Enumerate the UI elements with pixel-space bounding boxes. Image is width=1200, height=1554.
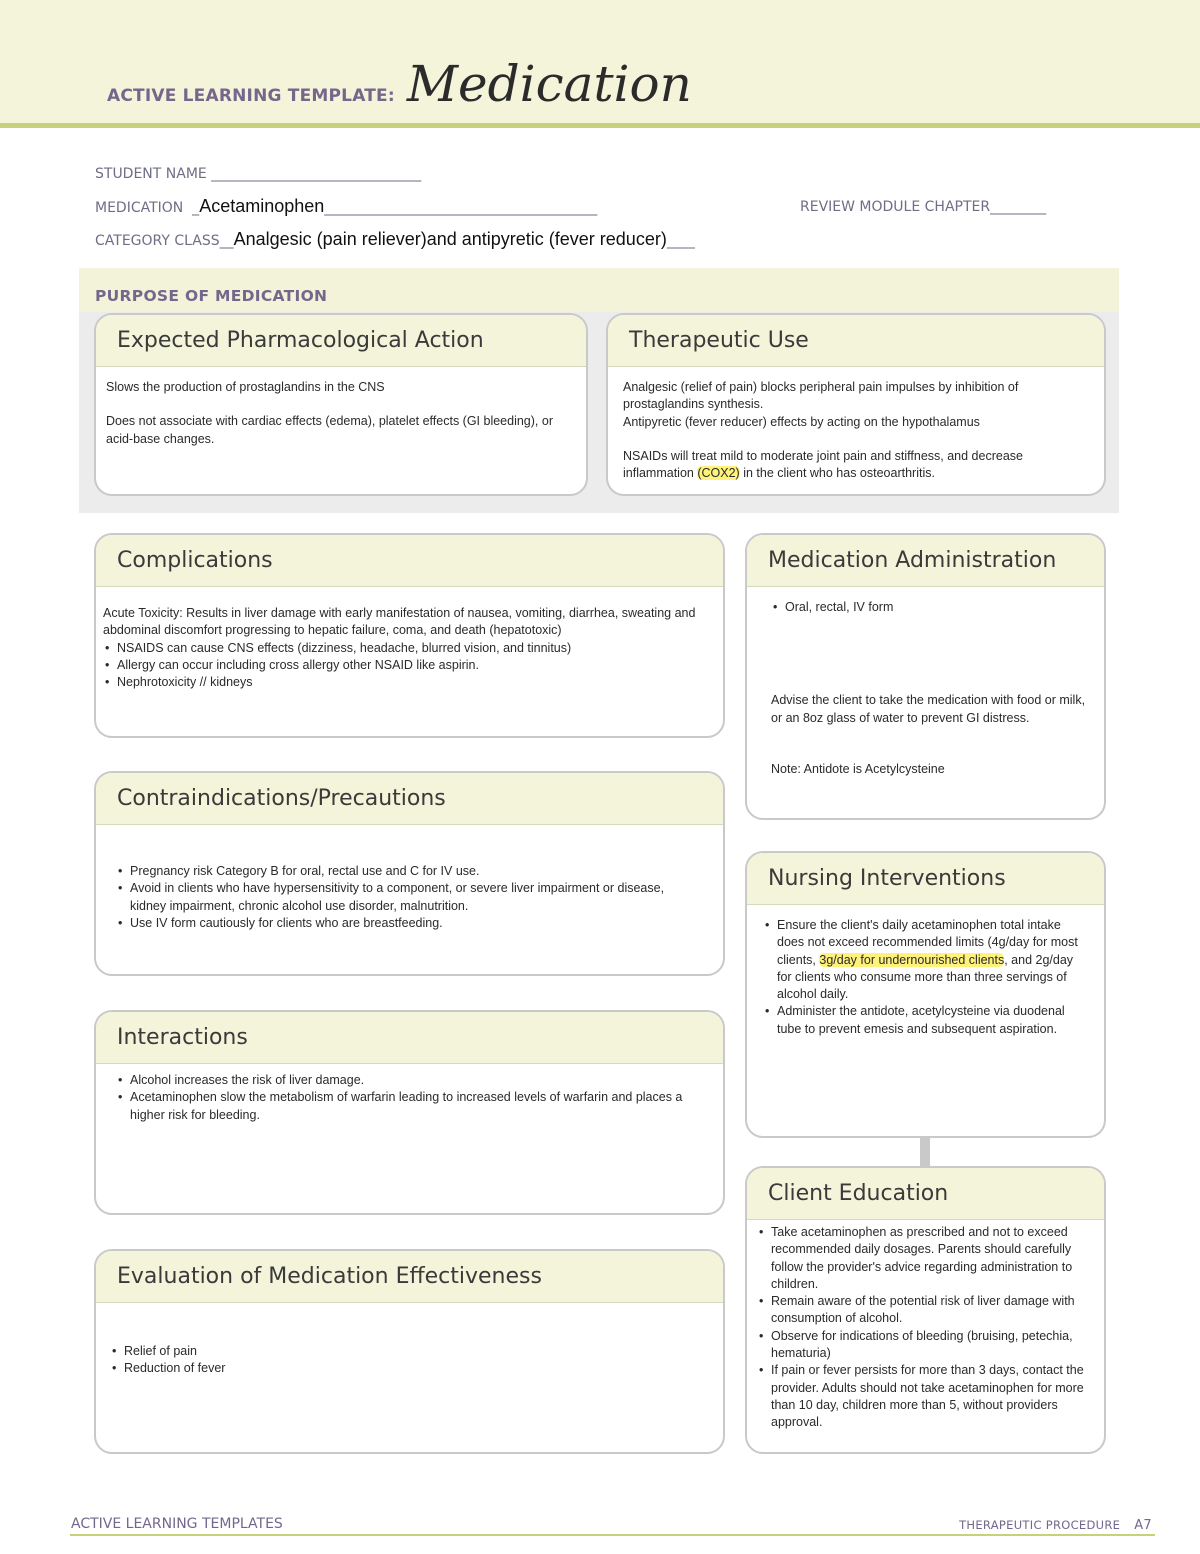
student-name-blank[interactable]: ______________________________ (211, 166, 422, 182)
interactions-box (94, 1010, 725, 1215)
category-class-field[interactable]: CATEGORY CLASS__Analgesic (pain reliever)and antipyretic (fever reducer)____ (95, 229, 695, 249)
nursing-interventions-heading: Nursing Interventions (747, 853, 1104, 905)
complications-body (96, 587, 723, 691)
category-class-blank: ____ (666, 233, 695, 249)
complications-intro: Acute Toxicity: Results in liver damage with early manifestation of nausea, vomiting, diarrhea, sweating and abdominal discomfort progressing to hepatic failure, coma, and death (hepatotoxic) (103, 606, 696, 638)
footer-right (959, 1518, 1152, 1533)
expected-action-body (96, 367, 586, 448)
medication-field[interactable]: MEDICATION _Acetaminophen_______________________________________ (95, 196, 598, 216)
purpose-title: PURPOSE OF MEDICATION (95, 287, 328, 305)
list-item: • Use IV form cautiously for clients who are breastfeeding. (116, 915, 687, 932)
complications-box (94, 533, 725, 738)
medication-blank: _______________________________________ (324, 200, 598, 216)
contraindications-heading: Contraindications/Precautions (96, 773, 723, 825)
header-rule (0, 123, 1200, 128)
expected-action-line: Does not associate with cardiac effects (edema), platelet effects (GI bleeding), or acid-base changes. (106, 414, 553, 446)
contraindications-body (96, 825, 723, 932)
evaluation-box (94, 1249, 725, 1454)
nursing-interventions-box (745, 851, 1106, 1138)
list-item: • Nephrotoxicity // kidneys (103, 674, 713, 691)
template-title: Medication (406, 55, 692, 113)
box-connector (920, 1136, 930, 1168)
footer-left: ACTIVE LEARNING TEMPLATES (71, 1516, 283, 1532)
list-item: • Oral, rectal, IV form (771, 599, 1090, 616)
list-item: • Reduction of fever (110, 1360, 713, 1377)
client-education-heading: Client Education (747, 1168, 1104, 1220)
highlight-cox2: (COX2) (697, 466, 740, 481)
interactions-heading: Interactions (96, 1012, 723, 1064)
list-item: • Take acetaminophen as prescribed and not to exceed recommended daily dosages. Parents should carefully follow the provider's advice regarding administration to children. (757, 1224, 1092, 1293)
list-item: • Acetaminophen slow the metabolism of warfarin leading to increased levels of warfarin and places a higher risk for bleeding. (116, 1089, 687, 1124)
footer-section: THERAPEUTIC PROCEDURE (959, 1518, 1121, 1532)
review-chapter-blank[interactable]: ________ (990, 199, 1047, 215)
list-item: • Allergy can occur including cross allergy other NSAID like aspirin. (103, 657, 713, 674)
student-name-label: STUDENT NAME (95, 166, 207, 182)
complications-heading: Complications (96, 535, 723, 587)
template-label: ACTIVE LEARNING TEMPLATE: (107, 86, 395, 106)
category-class-value[interactable]: Analgesic (pain reliever)and antipyretic (fever reducer) (233, 229, 667, 249)
therapeutic-use-line: NSAIDs will treat mild to moderate joint pain and stiffness, and decrease inflammation (COX2) in the client who has osteoarthritis. (623, 448, 1023, 481)
nursing-interventions-body (747, 905, 1104, 1038)
list-item: • Relief of pain (110, 1343, 713, 1360)
interactions-body (96, 1064, 723, 1124)
client-education-body (747, 1220, 1104, 1432)
footer-rule (70, 1534, 1155, 1536)
administration-advice: Advise the client to take the medication with food or milk, or an 8oz glass of water to prevent GI distress. (771, 693, 1086, 725)
medication-label: MEDICATION (95, 200, 184, 216)
expected-action-heading: Expected Pharmacological Action (96, 315, 586, 367)
list-item: • NSAIDS can cause CNS effects (dizziness, headache, blurred vision, and tinnitus) (103, 640, 713, 657)
highlight-dose: 3g/day for undernourished clients (819, 952, 1005, 967)
therapeutic-use-line: Analgesic (relief of pain) blocks peripheral pain impulses by inhibition of prostaglandins synthesis. (623, 380, 1019, 412)
therapeutic-use-box (606, 313, 1106, 496)
category-class-label: CATEGORY CLASS (95, 233, 220, 249)
therapeutic-use-heading: Therapeutic Use (608, 315, 1104, 367)
administration-body (747, 587, 1104, 778)
page-title (107, 55, 692, 113)
review-chapter-field[interactable] (800, 199, 1046, 215)
expected-action-box (94, 313, 588, 496)
list-item: • Observe for indications of bleeding (bruising, petechia, hematuria) (757, 1328, 1092, 1363)
list-item: • Avoid in clients who have hypersensitivity to a component, or severe liver impairment or disease, kidney impairment, chronic alcohol use disorder, malnutrition. (116, 880, 687, 915)
administration-note: Note: Antidote is Acetylcysteine (771, 761, 945, 776)
list-item: • Remain aware of the potential risk of liver damage with consumption of alcohol. (757, 1293, 1092, 1328)
therapeutic-use-line: Antipyretic (fever reducer) effects by acting on the hypothalamus (623, 414, 980, 429)
page-number: A7 (1134, 1518, 1152, 1533)
list-item: • Pregnancy risk Category B for oral, rectal use and C for IV use. (116, 863, 687, 880)
expected-action-line: Slows the production of prostaglandins in the CNS (106, 380, 385, 394)
list-item: • If pain or fever persists for more than 3 days, contact the provider. Adults should not take acetaminophen for more than 10 day, children more than 5, without providers approval. (757, 1362, 1092, 1431)
review-chapter-label: REVIEW MODULE CHAPTER (800, 199, 991, 215)
client-education-box (745, 1166, 1106, 1454)
evaluation-heading: Evaluation of Medication Effectiveness (96, 1251, 723, 1303)
administration-heading: Medication Administration (747, 535, 1104, 587)
contraindications-box (94, 771, 725, 976)
list-item: • Administer the antidote, acetylcysteine via duodenal tube to prevent emesis and subsequent aspiration. (763, 1003, 1082, 1038)
list-item: • Ensure the client's daily acetaminophen total intake does not exceed recommended limits (4g/day for most clients, 3g/day for undernourished clients, and 2g/day for clients who consume more than three servings of alcohol daily. (763, 917, 1082, 1003)
therapeutic-use-body (608, 367, 1104, 482)
administration-box (745, 533, 1106, 820)
student-name-field[interactable] (95, 166, 421, 182)
medication-value[interactable]: Acetaminophen (199, 196, 325, 216)
evaluation-body (96, 1303, 723, 1378)
list-item: • Alcohol increases the risk of liver damage. (116, 1072, 687, 1089)
